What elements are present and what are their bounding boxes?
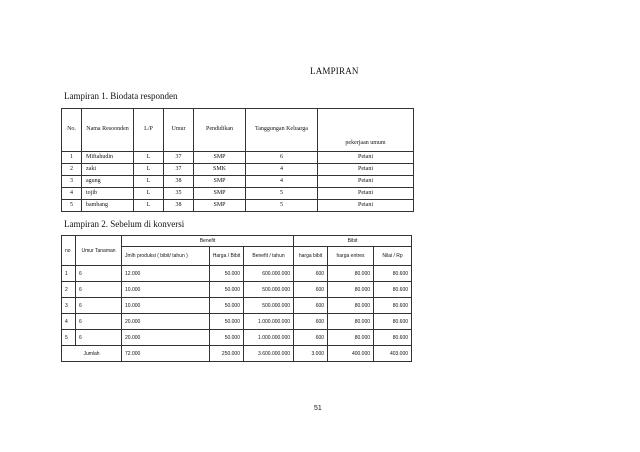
cell-umur: 38 <box>164 176 194 188</box>
col-header-pendidikan: Pendidikan <box>194 109 246 152</box>
cell-harga-bibit: 600 <box>294 298 328 314</box>
cell-pendidikan: SMK <box>194 164 246 176</box>
cell-harga-entres: 80.000 <box>328 282 374 298</box>
cell-pendidikan: SMP <box>194 152 246 164</box>
cell-umur: 38 <box>164 200 194 212</box>
cell-produksi: 20.000 <box>122 314 210 330</box>
cell-nilai: 80.600 <box>374 266 412 282</box>
cell-umur: 6 <box>76 314 122 330</box>
respondent-biodata-table <box>61 108 414 212</box>
col-header-nilai: Nilai / Rp <box>374 247 412 266</box>
cell-lp: L <box>134 200 164 212</box>
cell-nama: bambang <box>82 200 134 212</box>
col-header-tanggungan: Tanggungan Keluarga <box>246 109 318 152</box>
cell-nilai: 80.600 <box>374 298 412 314</box>
cell-harga-entres: 80.000 <box>328 266 374 282</box>
page-title: LAMPIRAN <box>310 66 359 76</box>
cell-nama: tojib <box>82 188 134 200</box>
table-row <box>62 152 414 164</box>
col-group-bibit: Bibit <box>294 236 412 247</box>
table-row <box>62 164 414 176</box>
cell-pekerjaan: Petani <box>318 188 414 200</box>
total-harga-entres: 400.000 <box>328 346 374 362</box>
cell-lp: L <box>134 176 164 188</box>
cell-no: 5 <box>62 330 76 346</box>
table-row <box>62 200 414 212</box>
col-header-harga-entres: harga entres <box>328 247 374 266</box>
cell-harga: 50.000 <box>210 330 244 346</box>
cell-pendidikan: SMP <box>194 200 246 212</box>
cell-tanggungan: 5 <box>246 200 318 212</box>
cell-harga-entres: 80.000 <box>328 314 374 330</box>
col-header-pekerjaan: pekerjaan umum <box>318 109 414 152</box>
col-header-umur-tanaman: Umur Tanaman <box>76 236 122 266</box>
col-header-no: No. <box>62 109 82 152</box>
cell-pendidikan: SMP <box>194 176 246 188</box>
cell-harga-bibit: 600 <box>294 330 328 346</box>
col-header-lp: L/P <box>134 109 164 152</box>
cell-no: 2 <box>62 164 82 176</box>
table-row <box>62 266 412 282</box>
cell-harga-entres: 80.000 <box>328 330 374 346</box>
table-row <box>62 188 414 200</box>
cell-harga-bibit: 600 <box>294 314 328 330</box>
cell-pekerjaan: Petani <box>318 152 414 164</box>
cell-umur: 37 <box>164 152 194 164</box>
cell-no: 4 <box>62 314 76 330</box>
cell-lp: L <box>134 164 164 176</box>
cell-nilai: 80.600 <box>374 282 412 298</box>
cell-benefit: 500.000.000 <box>244 298 294 314</box>
total-benefit: 3.600.000.000 <box>244 346 294 362</box>
cell-tanggungan: 4 <box>246 176 318 188</box>
cell-pekerjaan: Petani <box>318 200 414 212</box>
cell-nama: agung <box>82 176 134 188</box>
table-row <box>62 330 412 346</box>
cell-harga: 50.000 <box>210 298 244 314</box>
cell-tanggungan: 6 <box>246 152 318 164</box>
cell-nama: Miftahudin <box>82 152 134 164</box>
cell-nama: zaki <box>82 164 134 176</box>
table1-title: Lampiran 1. Biodata responden <box>64 91 178 101</box>
cell-no: 3 <box>62 298 76 314</box>
cell-umur: 6 <box>76 266 122 282</box>
table-row <box>62 298 412 314</box>
cell-tanggungan: 5 <box>246 188 318 200</box>
col-header-harga-bibit: Harga / Bibit <box>210 247 244 266</box>
cell-lp: L <box>134 152 164 164</box>
total-label: Jumlah <box>62 346 122 362</box>
cell-benefit: 1.000.000.000 <box>244 314 294 330</box>
total-harga-bibit: 3.000 <box>294 346 328 362</box>
total-nilai: 403.000 <box>374 346 412 362</box>
cell-umur: 37 <box>164 164 194 176</box>
cell-umur: 6 <box>76 298 122 314</box>
col-header-no: no <box>62 236 76 266</box>
total-row <box>62 346 412 362</box>
col-header-harga-bibit-2: harga bibit <box>294 247 328 266</box>
col-header-benefit-tahun: Benefit / tahun <box>244 247 294 266</box>
pre-conversion-table <box>61 235 412 362</box>
cell-harga-entres: 80.000 <box>328 298 374 314</box>
col-header-nama: Nama Resoonden <box>82 109 134 152</box>
cell-no: 3 <box>62 176 82 188</box>
total-harga: 250.000 <box>210 346 244 362</box>
cell-benefit: 500.000.000 <box>244 282 294 298</box>
table-row <box>62 282 412 298</box>
cell-harga: 50.000 <box>210 282 244 298</box>
cell-produksi: 10.000 <box>122 298 210 314</box>
cell-no: 4 <box>62 188 82 200</box>
cell-harga-bibit: 600 <box>294 266 328 282</box>
cell-produksi: 10.000 <box>122 282 210 298</box>
page-number: 51 <box>314 405 322 412</box>
total-produksi: 72.000 <box>122 346 210 362</box>
cell-no: 2 <box>62 282 76 298</box>
cell-benefit: 1.000.000.000 <box>244 330 294 346</box>
cell-produksi: 12.000 <box>122 266 210 282</box>
col-header-umur: Umur <box>164 109 194 152</box>
table2-title: Lampiran 2. Sebelum di konversi <box>64 219 185 229</box>
cell-no: 5 <box>62 200 82 212</box>
cell-tanggungan: 4 <box>246 164 318 176</box>
cell-no: 1 <box>62 152 82 164</box>
cell-lp: L <box>134 188 164 200</box>
cell-nilai: 80.600 <box>374 330 412 346</box>
cell-no: 1 <box>62 266 76 282</box>
cell-nilai: 80.600 <box>374 314 412 330</box>
table-row <box>62 314 412 330</box>
col-group-benefit: Benefit <box>122 236 294 247</box>
cell-produksi: 20.000 <box>122 330 210 346</box>
cell-harga-bibit: 600 <box>294 282 328 298</box>
cell-pendidikan: SMP <box>194 188 246 200</box>
cell-harga: 50.000 <box>210 266 244 282</box>
col-header-jumlah-produksi: Jmlh produksi ( bibit/ tahun ) <box>122 247 210 266</box>
cell-harga: 50.000 <box>210 314 244 330</box>
table-row <box>62 176 414 188</box>
cell-pekerjaan: Petani <box>318 176 414 188</box>
cell-umur: 35 <box>164 188 194 200</box>
cell-umur: 6 <box>76 282 122 298</box>
cell-pekerjaan: Petani <box>318 164 414 176</box>
cell-umur: 6 <box>76 330 122 346</box>
cell-benefit: 600.000.000 <box>244 266 294 282</box>
